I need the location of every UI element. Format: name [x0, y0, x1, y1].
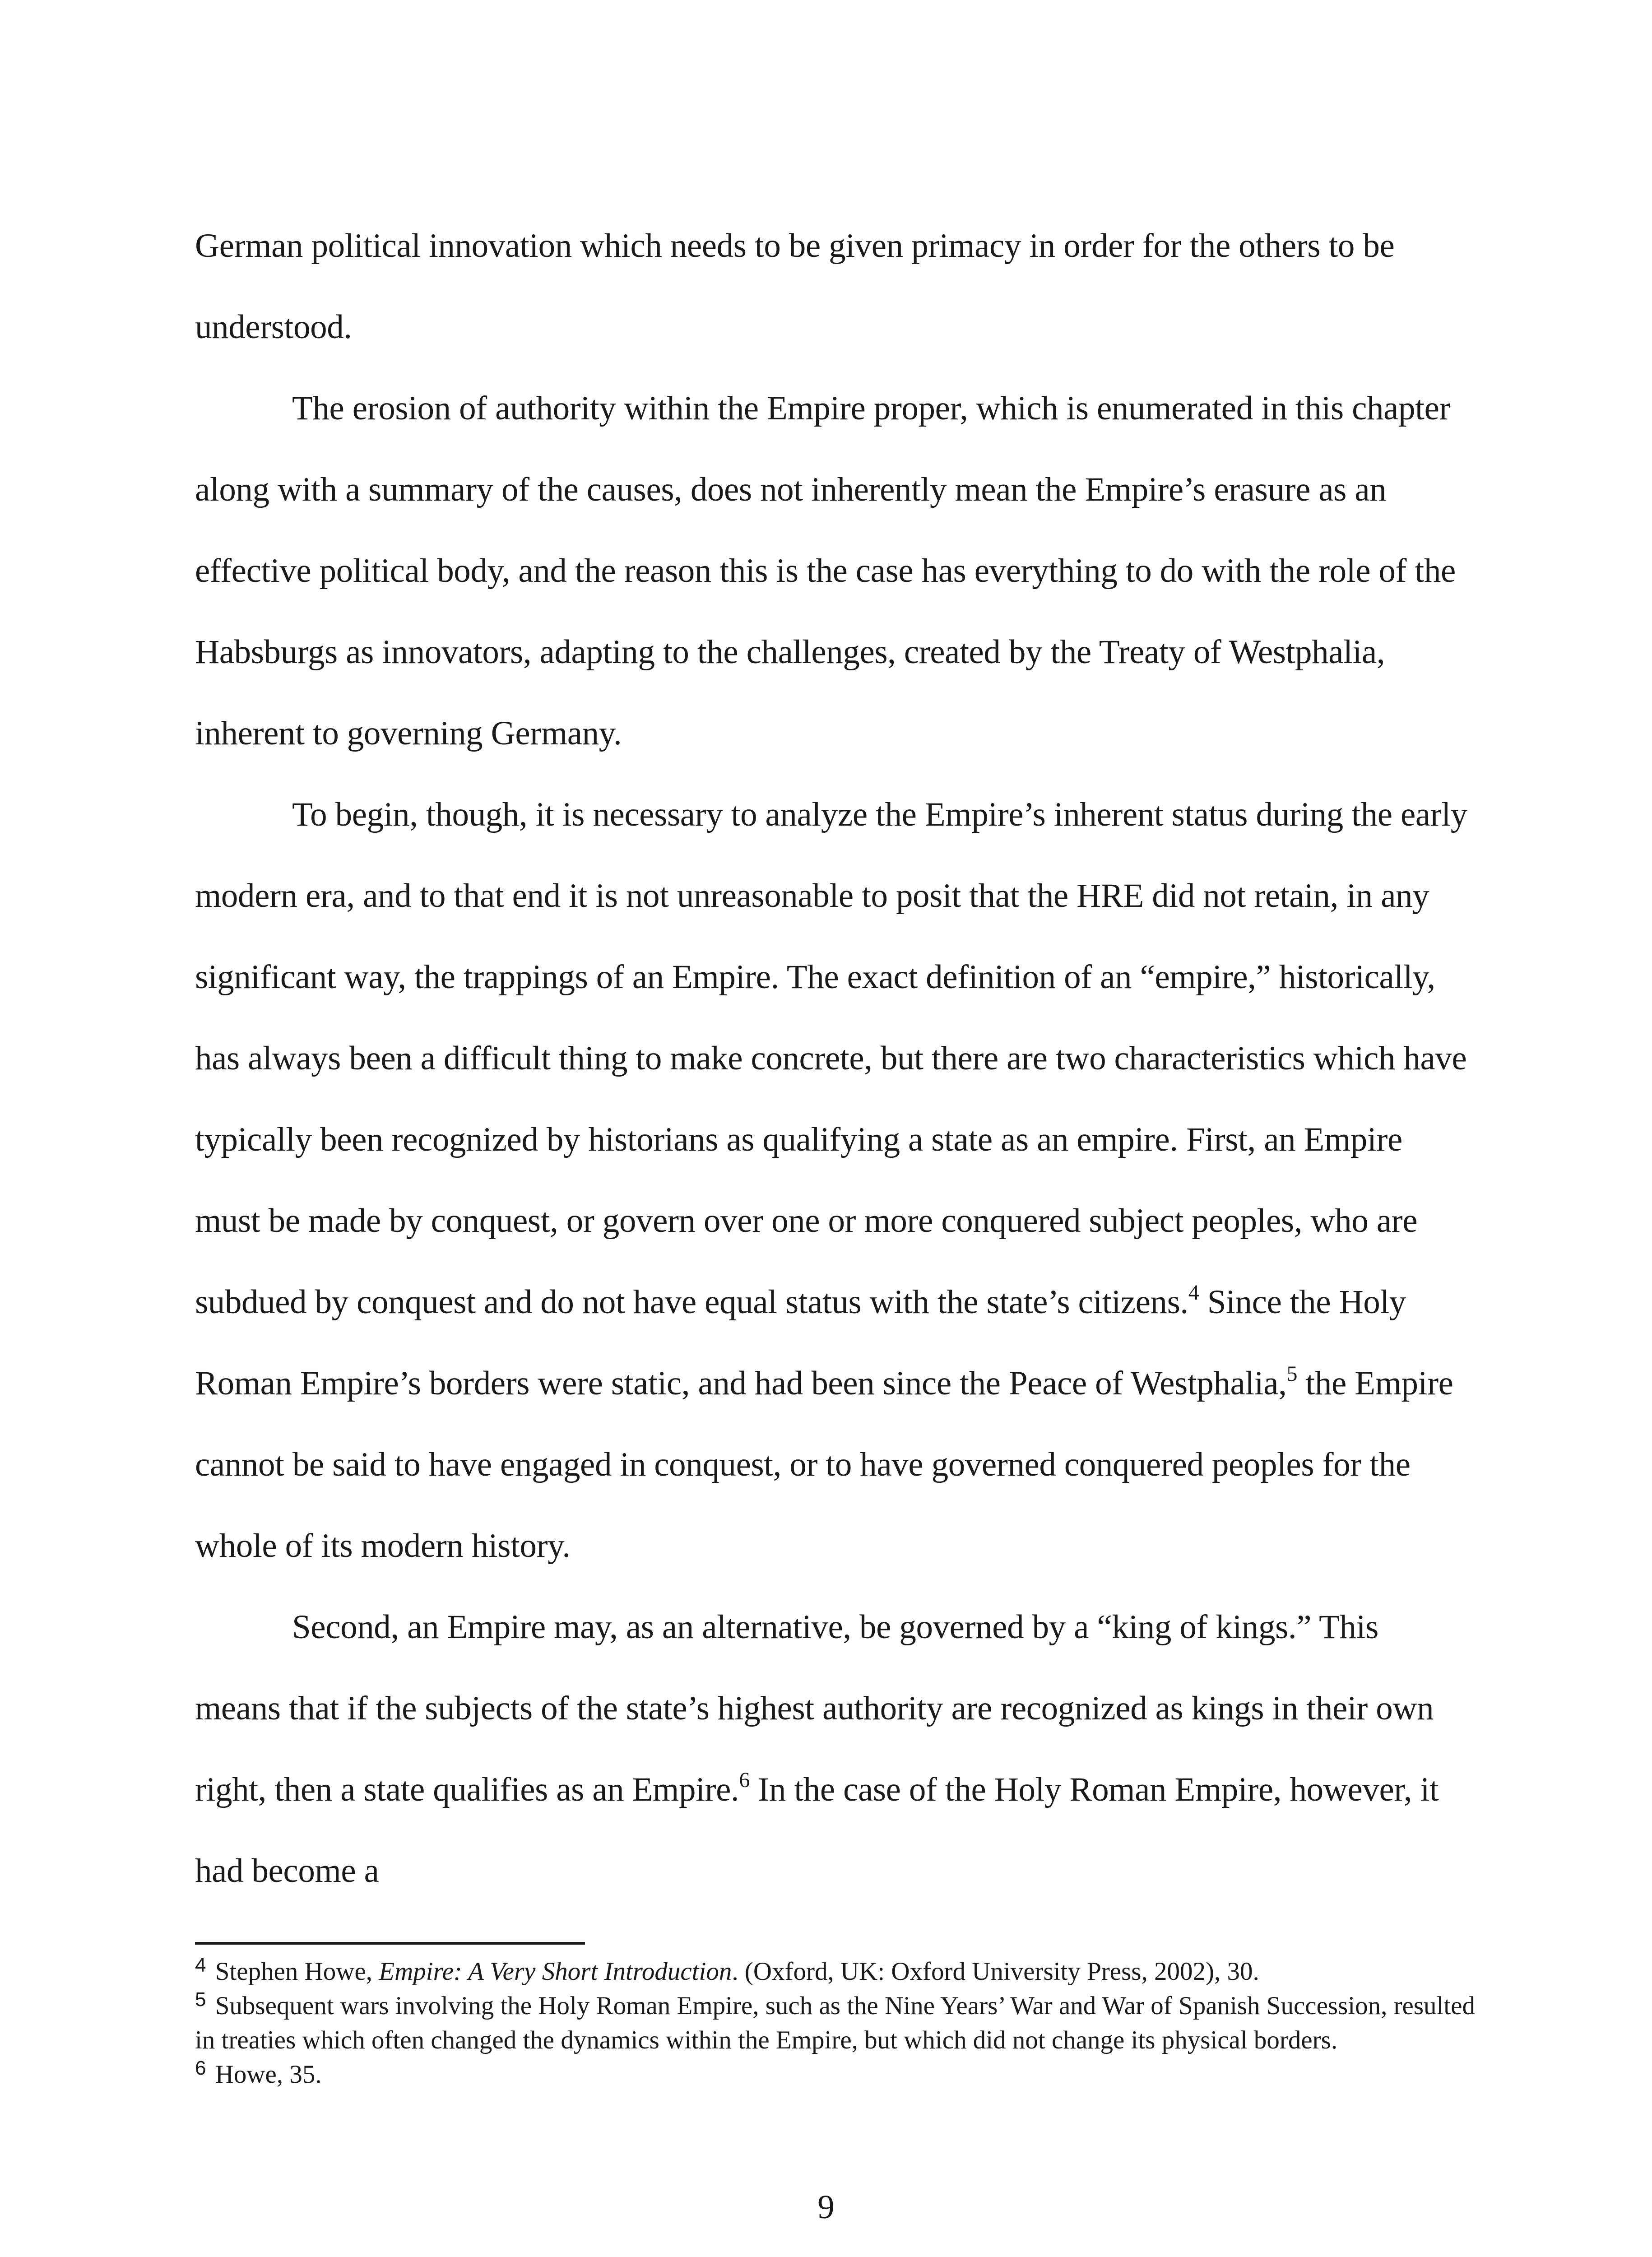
footnote-number: 4 — [195, 1954, 206, 1976]
footnote-reference-6[interactable]: 6 — [739, 1768, 750, 1792]
footnote-text: Howe, 35. — [209, 2060, 322, 2089]
paragraph-text: Second, an Empire may, as an alternative, be governed by a “king of kings.” This means that if the subjects of the state’s highest authority are recognized as kings in their own right, then a state qualifies as an Empire. — [195, 1608, 1434, 1808]
footnote-reference-4[interactable]: 4 — [1188, 1281, 1199, 1305]
paragraph-continuation: German political innovation which needs to be given primacy in order for the others to be understood. — [195, 227, 1395, 346]
footnote-number: 6 — [195, 2057, 206, 2079]
footnotes — [195, 1955, 1477, 2092]
body-text — [195, 205, 1468, 1912]
footnote-separator — [195, 1942, 585, 1945]
footnote-text: Subsequent wars involving the Holy Roman Empire, such as the Nine Years’ War and War of Spanish Succession, resulted in treaties which often changed the dynamics within the Empire, but which did not change its physical borders. — [195, 1992, 1476, 2054]
page-number: 9 — [817, 2188, 835, 2226]
footnote-number: 5 — [195, 1988, 206, 2011]
footnote-4 — [195, 1955, 1477, 1989]
footnote-text: . (Oxford, UK: Oxford University Press, 2002), 30. — [732, 1957, 1259, 1986]
footnote-5 — [195, 1989, 1477, 2057]
footnote-6 — [195, 2057, 1477, 2092]
paragraph-text: Since the Holy Roman Empire’s borders were static, and had been since the Peace of Westphalia, — [195, 1283, 1406, 1402]
footnote-text: Stephen Howe, — [209, 1957, 379, 1986]
paragraph-text: To begin, though, it is necessary to analyze the Empire’s inherent status during the early modern era, and to that end it is not unreasonable to posit that the HRE did not retain, in any significant way, the trappings of an Empire. The exact definition of an “empire,” historically, has always been a difficult thing to make concrete, but there are two characteristics which have typically been recognized by historians as qualifying a state as an empire. First, an Empire must be made by conquest, or govern over one or more conquered subject peoples, who are subdued by conquest and do not have equal status with the state’s citizens. — [195, 796, 1467, 1321]
paragraph-text: the Empire cannot be said to have engaged in conquest, or to have governed conquered peoples for the whole of its modern history. — [195, 1365, 1453, 1565]
footnote-book-title: Empire: A Very Short Introduction — [379, 1957, 732, 1986]
paragraph-text: In the case of the Holy Roman Empire, however, it had become a — [195, 1771, 1439, 1890]
paragraph-erosion-of-authority: The erosion of authority within the Empire proper, which is enumerated in this chapter along with a summary of the causes, does not inherently mean the Empire’s erasure as an effective political body, and the reason this is the case has everything to do with the role of the Habsburgs as innovators, adapting to the challenges, created by the Treaty of Westphalia, inherent to governing Germany. — [195, 390, 1456, 752]
paragraph-empire-status — [195, 774, 1468, 1587]
footnote-reference-5[interactable]: 5 — [1286, 1362, 1298, 1386]
paragraph-king-of-kings — [195, 1587, 1468, 1912]
